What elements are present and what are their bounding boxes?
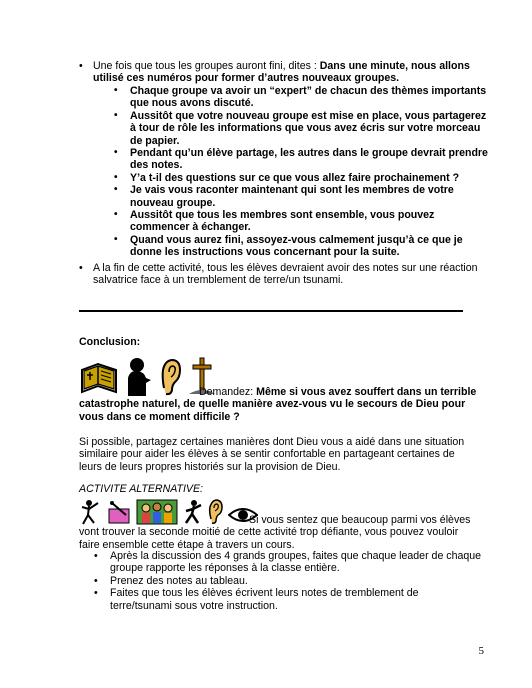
alt-bullet-text: Faites que tous les élèves écrivent leurs notes de tremblement de terre/tsunami sous votre instruction. [110, 587, 419, 612]
sub-bullet-item [114, 233, 492, 259]
sub-bullet-item [114, 171, 492, 184]
alt-bullet-item [94, 587, 482, 612]
sub-bullet-text: Aussitôt que tous les membres sont ensemble, vous pouvez commencer à échanger. [130, 209, 435, 234]
alt-bullet-item [94, 550, 482, 575]
alternative-bullets [94, 550, 482, 612]
bullet-dot: • [94, 574, 98, 587]
sub-bullet-list [114, 85, 492, 259]
sub-bullet-text: Aussitôt que votre nouveau groupe est mise en place, vous partagerez à tour de rôle les informations que vous avez écris sur votre morceau de papier. [130, 109, 487, 147]
conclusion-heading: Conclusion: [79, 336, 141, 348]
sub-bullet-item [114, 147, 492, 172]
sub-bullet-item [114, 109, 492, 147]
ask-label: Demandez: [199, 386, 257, 398]
sub-bullet-text: Pendant qu’un élève partage, les autres dans le groupe devrait prendre des notes. [130, 147, 488, 172]
sub-bullet-item [114, 209, 492, 234]
bullet-dot: • [114, 233, 118, 245]
sub-bullet-text: Quand vous aurez fini, assoyez-vous calmement jusqu’à ce que je donne les instructions vous concernant pour la suite. [130, 233, 463, 259]
bullet-dot: • [114, 109, 118, 121]
conclusion-paragraph: Si possible, partagez certaines manières dont Dieu vous a aidé dans une situation similaire pour aider les élèves à se sentir confortable en partageant certaines de leurs de leurs propres historiés sur la provision de Dieu. [79, 436, 465, 473]
sub-bullet-text: Y’a t-il des questions sur ce que vous allez faire prochainement ? [130, 171, 460, 184]
bullet-dot: • [94, 587, 98, 600]
horizontal-rule [79, 310, 463, 312]
bullet-dot: • [114, 85, 118, 96]
sub-bullet-item [114, 85, 492, 110]
alternative-heading: ACTIVITE ALTERNATIVE: [79, 483, 204, 495]
ask-question-bold: Même si vous avez souffert dans un terrible catastrophe naturel, de quelle manière avez-vous vu le secours de Dieu pour vous dans ce moment difficile ? [79, 386, 477, 423]
paragraph-intro [93, 60, 488, 85]
conclusion-question [79, 386, 479, 423]
sub-bullet-item [114, 184, 492, 209]
alt-bullet-item [94, 574, 482, 587]
alternative-text: Si vous sentez que beaucoup parmi vos élèves vont trouver la seconde moitié de cette activité trop défiante, vous pouvez vouloir faire ensemble cette étape à travers un cours. [79, 514, 471, 551]
intro-text: Une fois que tous les groupes auront fini, dites : [93, 60, 320, 72]
sub-bullet-text: Chaque groupe va avoir un “expert” de chacun des thèmes importants que nous avons discuté. [130, 85, 487, 110]
page-number: 5 [478, 645, 484, 657]
intro-bold-text: Dans une minute, nous allons utilisé ces numéros pour former d’autres nouveaux groupes. [93, 60, 470, 85]
bullet-dot: • [94, 550, 98, 562]
sub-bullet-text: Je vais vous raconter maintenant qui sont les membres de votre nouveau groupe. [130, 184, 454, 209]
bullet-dot: • [79, 262, 83, 274]
paragraph-result: A la fin de cette activité, tous les élèves devraient avoir des notes sur une réaction salvatrice face à un tremblement de terre/un tsunami. [93, 262, 478, 287]
bullet-dot: • [114, 184, 118, 196]
alt-bullet-text: Prenez des notes au tableau. [110, 574, 248, 587]
alt-bullet-text: Après la discussion des 4 grands groupes, faites que chaque leader de chaque groupe rapporte les réponses à la classe entière. [110, 550, 482, 575]
bullet-dot: • [114, 147, 118, 159]
bullet-dot: • [114, 209, 118, 221]
bullet-dot: • [114, 171, 118, 183]
bullet-dot: • [79, 60, 83, 72]
